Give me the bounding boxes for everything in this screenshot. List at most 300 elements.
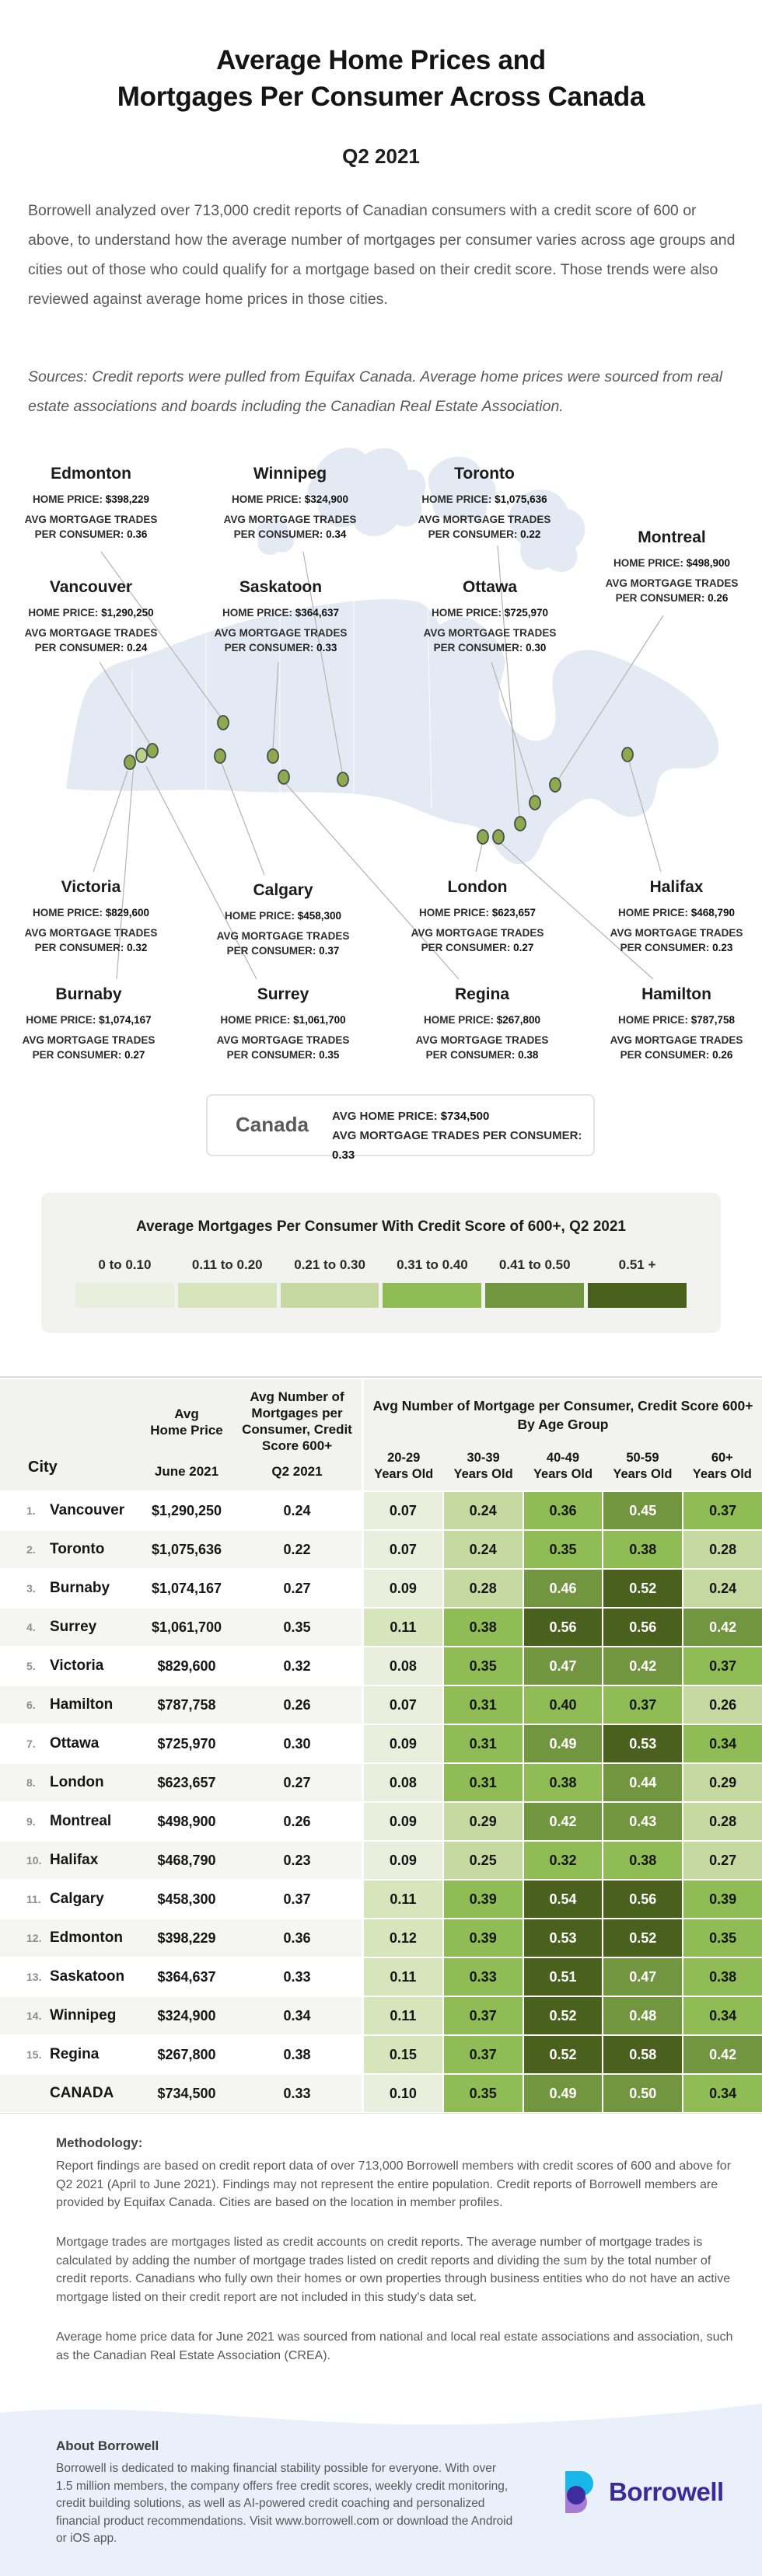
mortgage-trades-line: AVG MORTGAGE TRADES PER CONSUMER: 0.32 <box>24 927 158 953</box>
legend-bin <box>281 1257 379 1308</box>
table-row-left <box>0 1958 362 1996</box>
row-city: Ottawa <box>50 1735 100 1752</box>
row-q2-value: 0.34 <box>283 2007 311 2024</box>
age-suffix: Years Old <box>692 1467 752 1481</box>
age-cell: 0.08 <box>364 1764 442 1801</box>
legend-bin-label: 0.21 to 0.30 <box>294 1257 365 1272</box>
row-home-price: $1,061,700 <box>151 1619 222 1635</box>
age-cell: 0.34 <box>683 1725 762 1762</box>
table-row-left <box>0 1647 362 1685</box>
legend-title: Average Mortgages Per Consumer With Credit Score of 600+, Q2 2021 <box>135 1218 627 1235</box>
home-price-line: HOME PRICE: $1,074,167 <box>26 1014 152 1026</box>
dot-hamilton <box>493 830 504 844</box>
city-name: Halifax <box>649 878 704 896</box>
mortgage-trades-line: AVG MORTGAGE TRADES PER CONSUMER: 0.26 <box>610 1034 743 1061</box>
age-cell: 0.52 <box>524 2036 603 2073</box>
title-line-1: Average Home Prices and <box>216 45 546 75</box>
city-name: Ottawa <box>462 578 517 596</box>
legend-bin-label: 0.31 to 0.40 <box>397 1257 468 1272</box>
home-price-line: HOME PRICE: $364,637 <box>222 607 340 619</box>
age-column-header <box>364 1450 443 1483</box>
age-cell: 0.42 <box>683 1609 762 1646</box>
age-cell: 0.52 <box>603 1570 682 1607</box>
table-row-ages <box>364 1881 762 1918</box>
row-home-price: $468,790 <box>157 1852 216 1868</box>
column-group-header-age: Avg Number of Mortgage per Consumer, Credit Score 600+ By Age Group <box>372 1398 753 1432</box>
about-paragraph: Borrowell is dedicated to making financial stability possible for everyone. With over 1.5 million members, the company offers free credit scores, weekly credit monitoring, credit building solutions, as well as AI-powered credit coaching and personalized financial product recommendations. Visit www.borrowell.com or download the Android or iOS app. <box>56 2462 513 2545</box>
map-callout-hamilton <box>579 985 762 1062</box>
mortgage-trades-line: AVG MORTGAGE TRADES PER CONSUMER: 0.34 <box>223 514 357 540</box>
page-title <box>0 42 762 115</box>
age-cell: 0.09 <box>364 1803 442 1840</box>
age-cell: 0.42 <box>683 2036 762 2073</box>
table-row-ages <box>364 1803 762 1840</box>
row-number: 9. <box>26 1815 36 1828</box>
mortgage-trades-line: AVG MORTGAGE TRADES PER CONSUMER: 0.36 <box>24 514 158 540</box>
age-cell: 0.35 <box>444 1647 523 1685</box>
row-number: 5. <box>26 1660 36 1672</box>
map-callout-halifax <box>579 878 762 955</box>
row-number: 6. <box>26 1699 36 1711</box>
table-row-ages <box>364 1531 762 1568</box>
table-row <box>0 1803 762 1840</box>
column-header-q2-mortgages: Avg Number of Mortgages per Consumer, Credit Score 600+ <box>242 1389 352 1453</box>
age-cell: 0.07 <box>364 1686 442 1724</box>
home-price-line: HOME PRICE: $1,290,250 <box>28 607 154 619</box>
methodology-heading: Methodology: <box>56 2135 143 2150</box>
row-city: Edmonton <box>50 1929 123 1946</box>
age-cell: 0.11 <box>364 1881 442 1918</box>
row-q2-value: 0.32 <box>283 1657 311 1674</box>
dot-saskatoon <box>267 749 278 763</box>
age-suffix: Years Old <box>453 1467 513 1481</box>
age-cell: 0.11 <box>364 1609 442 1646</box>
table-row-ages <box>364 1647 762 1685</box>
dot-montreal <box>550 778 561 792</box>
row-home-price: $787,758 <box>157 1696 216 1713</box>
age-range: 40-49 <box>546 1451 580 1465</box>
home-price-line: HOME PRICE: $787,758 <box>617 1014 736 1026</box>
age-cell: 0.38 <box>524 1764 603 1801</box>
dot-toronto <box>515 817 526 831</box>
age-suffix: Years Old <box>613 1467 673 1481</box>
table-row-left <box>0 1570 362 1607</box>
legend-bin-swatch <box>485 1283 584 1308</box>
table-row-ages <box>364 2075 762 2112</box>
dot-vancouver <box>147 744 158 758</box>
leader-line-london <box>476 844 482 872</box>
row-city: London <box>50 1774 104 1790</box>
age-cell: 0.29 <box>683 1764 762 1801</box>
age-cell: 0.56 <box>603 1609 682 1646</box>
age-cell: 0.27 <box>683 1842 762 1879</box>
mortgage-trades-line: AVG MORTGAGE TRADES PER CONSUMER: 0.23 <box>610 927 743 953</box>
age-cell: 0.40 <box>524 1686 603 1724</box>
table-row-ages <box>364 1842 762 1879</box>
age-cell: 0.39 <box>444 1919 523 1957</box>
table-row-left <box>0 1881 362 1918</box>
age-cell: 0.50 <box>603 2075 682 2112</box>
dot-winnipeg <box>337 772 348 786</box>
row-q2-value: 0.22 <box>283 1541 311 1557</box>
table-row-left <box>0 2036 362 2073</box>
mortgage-trades-line: AVG MORTGAGE TRADES PER CONSUMER: 0.26 <box>605 577 739 604</box>
row-home-price: $398,229 <box>157 1929 216 1946</box>
table-row-left <box>0 2075 362 2112</box>
age-suffix: Years Old <box>374 1467 434 1481</box>
table-row <box>0 1725 762 1762</box>
age-cell: 0.46 <box>524 1570 603 1607</box>
about-heading: About Borrowell <box>56 2438 159 2453</box>
age-cell: 0.38 <box>683 1958 762 1996</box>
table-header <box>0 1379 762 1490</box>
borrowell-logo <box>565 2471 744 2515</box>
mortgage-trades-line: AVG MORTGAGE TRADES PER CONSUMER: 0.38 <box>415 1034 549 1061</box>
dot-halifax <box>622 748 633 762</box>
age-range: 50-59 <box>626 1451 659 1465</box>
age-cell: 0.38 <box>603 1531 682 1568</box>
age-cell: 0.38 <box>603 1842 682 1879</box>
table-row-ages <box>364 2036 762 2073</box>
legend-bin <box>485 1257 584 1308</box>
age-cell: 0.09 <box>364 1842 442 1879</box>
age-cell: 0.49 <box>524 2075 603 2112</box>
age-cell: 0.28 <box>683 1803 762 1840</box>
row-q2-value: 0.33 <box>283 1968 311 1985</box>
city-name: Hamilton <box>641 985 711 1003</box>
legend-bin-swatch <box>178 1283 277 1308</box>
row-number: 15. <box>26 2048 42 2061</box>
intro-paragraph: Borrowell analyzed over 713,000 credit reports of Canadian consumers with a credit score of 600 or above, to understand how the average number of mortgages per consumer varies across age groups and cities out of those who could qualify for a mortgage based on their credit score. Those trends were also reviewed against average home prices in those cities. <box>28 202 736 308</box>
home-price-line: HOME PRICE: $829,600 <box>32 907 150 919</box>
table-row <box>0 1919 762 1957</box>
legend-bin-swatch <box>383 1283 481 1308</box>
dot-victoria-surrey <box>124 755 135 769</box>
age-cell: 0.37 <box>444 1997 523 2034</box>
age-column-header <box>523 1450 603 1483</box>
row-home-price: $267,800 <box>157 2046 216 2062</box>
home-price-line: HOME PRICE: $1,075,636 <box>421 493 547 505</box>
city-name: London <box>447 878 508 896</box>
row-city: Burnaby <box>50 1580 110 1596</box>
table-row <box>0 1492 762 1529</box>
row-q2-value: 0.37 <box>283 1891 311 1907</box>
row-city: Calgary <box>50 1891 104 1907</box>
age-cell: 0.10 <box>364 2075 442 2112</box>
table-row <box>0 2036 762 2073</box>
mortgage-trades-line: AVG MORTGAGE TRADES PER CONSUMER: 0.35 <box>216 1034 350 1061</box>
table-row-ages <box>364 1764 762 1801</box>
age-column-header <box>603 1450 682 1483</box>
table-row-left <box>0 1686 362 1724</box>
age-cell: 0.38 <box>444 1609 523 1646</box>
age-cell: 0.42 <box>524 1803 603 1840</box>
age-range: 20-29 <box>387 1451 421 1465</box>
row-city: Vancouver <box>50 1502 125 1518</box>
age-cell: 0.08 <box>364 1647 442 1685</box>
home-price-line: HOME PRICE: $725,970 <box>431 607 549 619</box>
row-home-price: $364,637 <box>157 1968 216 1985</box>
page-subtitle: Q2 2021 <box>342 145 420 168</box>
table-row <box>0 2075 762 2112</box>
methodology-paragraph-3: Average home price data for June 2021 was sourced from national and local real estate associations and association, such as the Canadian Real Estate Association (CREA). <box>56 2330 733 2362</box>
methodology-paragraph-2: Mortgage trades are mortgages listed as credit accounts on credit reports. The average number of mortgage trades is calculated by adding the number of mortgage trades listed on credit reports and dividing the sum by the total number of credit reports. Canadians who fully own their homes or own properties through business entities who do not have an active mortgage listed on their credit report are not included in this study's data set. <box>56 2236 731 2304</box>
age-cell: 0.11 <box>364 1997 442 2034</box>
map-callout-winnipeg <box>193 465 387 542</box>
age-headers <box>364 1450 762 1483</box>
legend-bin <box>178 1257 277 1308</box>
table-row-left <box>0 1609 362 1646</box>
row-city: Victoria <box>50 1657 104 1674</box>
home-price-line: HOME PRICE: $398,229 <box>32 493 150 505</box>
age-cell: 0.47 <box>524 1647 603 1685</box>
canada-summary-box <box>206 1094 595 1162</box>
map-callout-burnaby <box>0 985 186 1062</box>
row-q2-value: 0.35 <box>283 1619 311 1635</box>
row-number: 7. <box>26 1738 36 1750</box>
map-callout-surrey <box>186 985 380 1062</box>
age-cell: 0.12 <box>364 1919 442 1957</box>
column-header-city: City <box>28 1459 58 1476</box>
table-row-ages <box>364 1570 762 1607</box>
row-home-price: $498,900 <box>157 1813 216 1829</box>
table-row-left <box>0 1764 362 1801</box>
row-city: Surrey <box>50 1619 97 1635</box>
age-cell: 0.36 <box>524 1492 603 1529</box>
table-row-left <box>0 1803 362 1840</box>
age-cell: 0.54 <box>524 1881 603 1918</box>
age-cell: 0.07 <box>364 1531 442 1568</box>
table-row <box>0 1531 762 1568</box>
age-cell: 0.26 <box>683 1686 762 1724</box>
age-cell: 0.44 <box>603 1764 682 1801</box>
row-q2-value: 0.33 <box>283 2085 311 2101</box>
color-legend-panel <box>41 1193 721 1333</box>
home-price-line: HOME PRICE: $623,657 <box>418 907 537 919</box>
age-cell: 0.45 <box>603 1492 682 1529</box>
age-cell: 0.35 <box>524 1531 603 1568</box>
table-row-ages <box>364 1686 762 1724</box>
legend-bin-label: 0 to 0.10 <box>98 1257 152 1272</box>
home-price-line: HOME PRICE: $458,300 <box>224 910 342 922</box>
mortgage-trades-line: AVG MORTGAGE TRADES PER CONSUMER: 0.27 <box>411 927 544 953</box>
age-cell: 0.29 <box>444 1803 523 1840</box>
home-price-line: HOME PRICE: $468,790 <box>617 907 736 919</box>
home-price-line: HOME PRICE: $324,900 <box>231 493 349 505</box>
age-cell: 0.31 <box>444 1725 523 1762</box>
table-bottom-divider <box>0 2113 762 2114</box>
legend-bin-label: 0.41 to 0.50 <box>498 1257 571 1272</box>
age-cell: 0.28 <box>683 1531 762 1568</box>
row-number: 13. <box>26 1971 42 1983</box>
age-column-header <box>683 1450 762 1483</box>
row-city: Montreal <box>50 1813 112 1829</box>
age-suffix: Years Old <box>533 1467 593 1481</box>
canada-home-price-line: AVG HOME PRICE: $734,500 <box>332 1110 490 1123</box>
age-range: 30-39 <box>467 1451 500 1465</box>
row-city: Saskatoon <box>50 1968 125 1985</box>
table-row-left <box>0 1492 362 1529</box>
table-row-ages <box>364 1609 762 1646</box>
row-city: Hamilton <box>50 1696 114 1713</box>
age-cell: 0.31 <box>444 1764 523 1801</box>
age-cell: 0.24 <box>444 1492 523 1529</box>
age-cell: 0.24 <box>444 1531 523 1568</box>
map-callout-london <box>380 878 575 955</box>
city-name: Saskatoon <box>239 578 323 596</box>
age-cell: 0.52 <box>603 1919 682 1957</box>
legend-bin-label: 0.11 to 0.20 <box>191 1257 263 1272</box>
map-callout-ottawa <box>393 578 587 655</box>
table-body <box>0 1492 762 2114</box>
age-cell: 0.37 <box>683 1647 762 1685</box>
borrowell-wordmark: Borrowell <box>609 2477 724 2506</box>
table-row <box>0 1609 762 1646</box>
table-row-ages <box>364 1958 762 1996</box>
row-number: 10. <box>26 1854 42 1867</box>
table-top-divider <box>0 1376 762 1378</box>
city-name: Winnipeg <box>253 465 327 483</box>
table-row <box>0 1958 762 1996</box>
row-q2-value: 0.26 <box>283 1813 311 1829</box>
age-cell: 0.42 <box>603 1647 682 1685</box>
canada-label: Canada <box>236 1113 309 1136</box>
row-city: Winnipeg <box>50 2007 117 2024</box>
legend-bins <box>41 1257 721 1308</box>
row-q2-value: 0.24 <box>283 1502 311 1518</box>
column-header-home-price: Avg Home Price <box>150 1407 223 1438</box>
age-cell: 0.09 <box>364 1725 442 1762</box>
age-cell: 0.37 <box>444 2036 523 2073</box>
age-cell: 0.11 <box>364 1958 442 1996</box>
table-row <box>0 1647 762 1685</box>
age-cell: 0.24 <box>683 1570 762 1607</box>
canada-trades-line: AVG MORTGAGE TRADES PER CONSUMER: 0.33 <box>332 1129 582 1162</box>
map-callout-saskatoon <box>184 578 378 655</box>
borrowell-logo-mark <box>565 2471 603 2515</box>
table-header-right <box>364 1379 762 1490</box>
mortgage-trades-line: AVG MORTGAGE TRADES PER CONSUMER: 0.33 <box>214 627 348 654</box>
city-name: Victoria <box>61 878 121 896</box>
row-number: 8. <box>26 1776 36 1789</box>
legend-bin-swatch <box>588 1283 687 1308</box>
mortgage-trades-line: AVG MORTGAGE TRADES PER CONSUMER: 0.37 <box>216 930 350 957</box>
age-cell: 0.07 <box>364 1492 442 1529</box>
row-q2-value: 0.30 <box>283 1735 311 1752</box>
age-cell: 0.52 <box>524 1997 603 2034</box>
age-cell: 0.37 <box>683 1492 762 1529</box>
age-cell: 0.58 <box>603 2036 682 2073</box>
map-callout-montreal <box>575 528 762 605</box>
table-row-left <box>0 1531 362 1568</box>
row-number: 12. <box>26 1932 42 1944</box>
row-number: 1. <box>26 1504 36 1517</box>
table-row-ages <box>364 1919 762 1957</box>
methodology-paragraph-1: Report findings are based on credit report data of over 713,000 Borrowell members with credit scores of 600 and above for Q2 2021 (April to June 2021). Findings may not represent the entire population. Credit reports of Borrowell members are provided by Equifax Canada. Cities are based on the location in member profiles. <box>56 2159 732 2209</box>
row-q2-value: 0.36 <box>283 1929 311 1946</box>
mortgage-trades-line: AVG MORTGAGE TRADES PER CONSUMER: 0.27 <box>22 1034 156 1061</box>
mortgage-trades-line: AVG MORTGAGE TRADES PER CONSUMER: 0.22 <box>418 514 551 540</box>
map-callout-edmonton <box>0 465 188 542</box>
row-home-price: $623,657 <box>157 1774 216 1790</box>
age-cell: 0.35 <box>444 2075 523 2112</box>
table-row <box>0 1764 762 1801</box>
legend-bin-swatch <box>75 1283 174 1308</box>
age-cell: 0.37 <box>603 1686 682 1724</box>
age-cell: 0.51 <box>524 1958 603 1996</box>
table-row <box>0 1570 762 1607</box>
city-name: Edmonton <box>51 465 131 483</box>
sources-note: Sources: Credit reports were pulled from Equifax Canada. Average home prices were sourced from real estate associations and boards including the Canadian Real Estate Association. <box>28 368 723 415</box>
age-cell: 0.31 <box>444 1686 523 1724</box>
city-name: Burnaby <box>55 985 122 1003</box>
legend-bin <box>588 1257 687 1308</box>
legend-bin <box>75 1257 174 1308</box>
column-subheader-q2-2021: Q2 2021 <box>271 1464 323 1479</box>
table-row <box>0 1686 762 1724</box>
age-cell: 0.56 <box>603 1881 682 1918</box>
home-price-line: HOME PRICE: $498,900 <box>613 557 731 569</box>
title-line-2: Mortgages Per Consumer Across Canada <box>117 82 645 112</box>
row-number: 4. <box>26 1621 36 1633</box>
dot-ottawa <box>530 796 540 810</box>
row-number: 2. <box>26 1543 36 1556</box>
table-row <box>0 1842 762 1879</box>
table-row-ages <box>364 1725 762 1762</box>
table-row-left <box>0 1997 362 2034</box>
legend-bin <box>383 1257 481 1308</box>
age-column-header <box>443 1450 523 1483</box>
home-price-line: HOME PRICE: $1,061,700 <box>220 1014 346 1026</box>
age-cell: 0.56 <box>524 1609 603 1646</box>
row-city: Regina <box>50 2046 100 2062</box>
row-q2-value: 0.38 <box>283 2046 311 2062</box>
dot-regina <box>278 770 289 784</box>
table-row-ages <box>364 1997 762 2034</box>
row-number: 3. <box>26 1582 36 1595</box>
row-city: Halifax <box>50 1852 99 1868</box>
row-home-price: $324,900 <box>157 2007 216 2024</box>
row-home-price: $1,290,250 <box>151 1502 222 1518</box>
age-cell: 0.09 <box>364 1570 442 1607</box>
map-callout-regina <box>385 985 579 1062</box>
column-subheader-june-2021: June 2021 <box>154 1464 219 1479</box>
dot-burnaby <box>136 748 147 762</box>
table-row <box>0 1881 762 1918</box>
map-callout-toronto <box>387 465 582 542</box>
dot-calgary <box>215 749 225 763</box>
mortgage-trades-line: AVG MORTGAGE TRADES PER CONSUMER: 0.24 <box>24 627 158 654</box>
row-home-price: $829,600 <box>157 1657 216 1674</box>
row-city: CANADA <box>50 2085 114 2101</box>
row-home-price: $458,300 <box>157 1891 216 1907</box>
map-callout-calgary <box>186 881 380 958</box>
table-row-left <box>0 1725 362 1762</box>
city-name: Surrey <box>257 985 309 1003</box>
city-name: Vancouver <box>49 578 133 596</box>
age-cell: 0.28 <box>444 1570 523 1607</box>
row-home-price: $725,970 <box>157 1735 216 1752</box>
city-name: Regina <box>454 985 509 1003</box>
age-cell: 0.33 <box>444 1958 523 1996</box>
city-name: Toronto <box>454 465 515 483</box>
table-header-left <box>0 1379 362 1490</box>
age-cell: 0.34 <box>683 1997 762 2034</box>
row-number: 14. <box>26 2010 42 2022</box>
age-cell: 0.32 <box>524 1842 603 1879</box>
row-q2-value: 0.26 <box>283 1696 311 1713</box>
age-cell: 0.39 <box>683 1881 762 1918</box>
